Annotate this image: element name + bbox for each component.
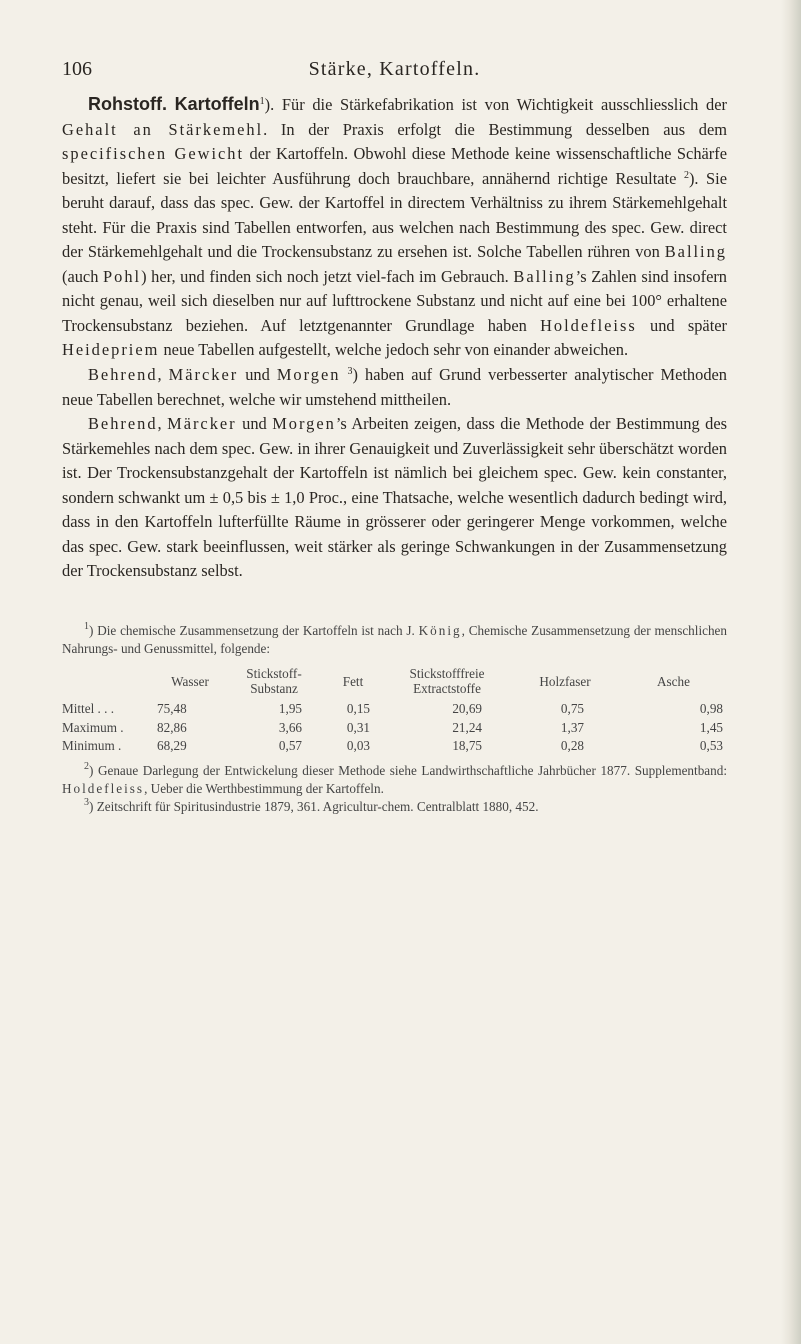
table-cell: 18,75 xyxy=(452,738,482,754)
person-name: Märcker xyxy=(168,365,239,385)
table-header-row xyxy=(62,666,727,700)
table-cell: 1,37 xyxy=(560,719,584,735)
footnote-number: 1 xyxy=(84,620,89,632)
book-page xyxy=(62,58,727,816)
person-name: Balling xyxy=(664,242,727,262)
person-name: Märcker xyxy=(167,414,237,434)
page-number: 106 xyxy=(62,58,92,80)
table-cell: 68,29 xyxy=(157,738,187,754)
table-cell: 75,48 xyxy=(157,701,187,717)
person-name: Heidepriem xyxy=(62,340,160,360)
column-header: Wasser xyxy=(171,673,209,689)
column-header: Stickstoff- Substanz xyxy=(246,666,302,697)
paragraph-rohstoff: Rohstoff. Kartoffeln$^1$). Für die Stärkefabrikation ist von Wichtigkeit ausschliesslich der Gehalt an Stärkemehl. In der Praxis erfolgt die Bestimmung desselben aus dem specifischen Gewicht der Kartoffeln. Obwohl diese Methode keine wissenschaftliche Schärfe besitzt, liefert sie bei leichter Ausführung doch brauchbare, annähernd richtige Resultate $^2$). Sie beruht darauf, dass das spec. Gew. der Kartoffel in directem Verhältniss zu ihrem Stärkemehlgehalt steht. Für die Praxis sind Tabellen entworfen, aus welchen nach Bestimmung des spec. Gew. direct der Stärkemehlgehalt und die Trockensubstanz zu ersehen ist. Solche Tabellen rühren von Balling (auch Pohl) her, und finden sich noch jetzt viel-fach im Gebrauch. Balling’s Zahlen sind insofern nicht genau, weil sich dieselben nur auf lufttrockene Substanz und nicht auf eine bei 100° erhaltene Trockensubstanz beziehen. Auf letztgenannter Grundlage haben Holdefleiss und später Heidepriem neue Tabellen aufgestellt, welche jedoch sehr von einander abweichen. xyxy=(62,94,728,360)
column-header: Holzfaser xyxy=(539,673,591,689)
table-cell: 0,15 xyxy=(346,701,370,717)
column-header: Fett xyxy=(342,673,364,689)
table-corner xyxy=(62,666,154,700)
paragraph-behrend: Behrend, Märcker und Morgen $^3$) haben auf Grund verbesserter analytischer Methoden neue Tabellen berechnet, welche wir umstehend mittheilen. xyxy=(62,365,727,409)
person-name: Behrend xyxy=(88,414,158,434)
footnote-ref: 3 xyxy=(347,366,353,378)
table-cell: 0,57 xyxy=(278,738,302,754)
person-name: König xyxy=(418,622,462,638)
table-cell: 1,95 xyxy=(278,701,302,717)
table-cell: 3,66 xyxy=(278,719,302,735)
section-lead-kartoffeln: Kartoffeln xyxy=(174,94,260,114)
footnote-2: $^2$) Genaue Darlegung der Entwickelung dieser Methode siehe Landwirthschaftliche Jahrbücher 1877. Supplementband: Holdefleiss, Ueber die Werthbestimmung der Kartoffeln. xyxy=(62,760,727,797)
composition-table xyxy=(62,666,727,756)
person-name: Holdefleiss xyxy=(540,315,637,335)
table-row xyxy=(62,737,727,756)
table-cell: 0,75 xyxy=(560,701,584,717)
table-cell: 21,24 xyxy=(452,719,482,735)
footnote-number: 3 xyxy=(84,797,89,809)
person-name: Holdefleiss xyxy=(62,781,145,797)
body-text xyxy=(62,92,727,584)
row-label: Maximum . xyxy=(62,719,124,735)
emphasis: Gehalt an Stärkemehl xyxy=(62,119,264,139)
person-name: Balling xyxy=(513,266,576,286)
row-label: Minimum . xyxy=(62,738,122,754)
person-name: Morgen xyxy=(276,365,341,385)
table-row xyxy=(62,719,727,738)
footnote-ref: 2 xyxy=(683,169,689,181)
page-header xyxy=(62,58,727,92)
table-cell: 0,28 xyxy=(560,738,584,754)
table-cell: 0,31 xyxy=(346,719,370,735)
row-label: Mittel . . . xyxy=(62,701,115,717)
table-cell: 0,98 xyxy=(699,701,723,717)
running-title: Stärke, Kartoffeln. xyxy=(308,58,481,80)
person-name: Behrend xyxy=(88,365,158,385)
page-edge-shadow xyxy=(781,0,801,1344)
paragraph-arbeiten: Behrend, Märcker und Morgen’s Arbeiten zeigen, dass die Methode der Bestimmung des Stärkemehles nach dem spec. Gew. in ihrer Genauigkeit und Zuverlässigkeit sehr überschätzt worden ist. Der Trockensubstanzgehalt der Kartoffeln ist nämlich bei gleichem spec. Gew. kein constanter, sondern schwankt um ± 0,5 bis ± 1,0 Proc., eine Thatsache, welche wesentlich dadurch bedingt wird, dass in den Kartoffeln lufterfüllte Räume in grösserer oder geringerer Menge vorkommen, welche das spec. Gew. stark beeinflussen, weit stärker als geringe Schwankungen in der Zusammensetzung der Trockensubstanz selbst. xyxy=(62,414,728,581)
table-cell: 0,03 xyxy=(346,738,370,754)
footnote-3: $^3$) Zeitschrift für Spiritusindustrie 1879, 361. Agricultur-chem. Centralblatt 1880, 452. xyxy=(84,797,539,815)
table-cell: 82,86 xyxy=(157,719,187,735)
footnote-ref: 1 xyxy=(259,96,265,107)
table-cell: 1,45 xyxy=(699,719,723,735)
person-name: Morgen xyxy=(272,414,336,434)
column-header: Stickstofffreie Extractstoffe xyxy=(409,666,485,697)
person-name: Pohl xyxy=(103,266,142,286)
table-row xyxy=(62,700,727,719)
table-cell: 0,53 xyxy=(699,738,723,754)
footnote-1: $^1$) Die chemische Zusammensetzung der Kartoffeln ist nach J. König, Chemische Zusammensetzung der menschlichen Nahrungs- und Genussmittel, folgende: xyxy=(62,620,727,657)
table-cell: 20,69 xyxy=(452,701,482,717)
footnotes xyxy=(62,622,727,817)
footnote-number: 2 xyxy=(84,760,89,772)
section-lead: Rohstoff. xyxy=(88,94,167,114)
emphasis: specifischen Gewicht xyxy=(62,144,245,164)
column-header: Asche xyxy=(657,673,690,689)
